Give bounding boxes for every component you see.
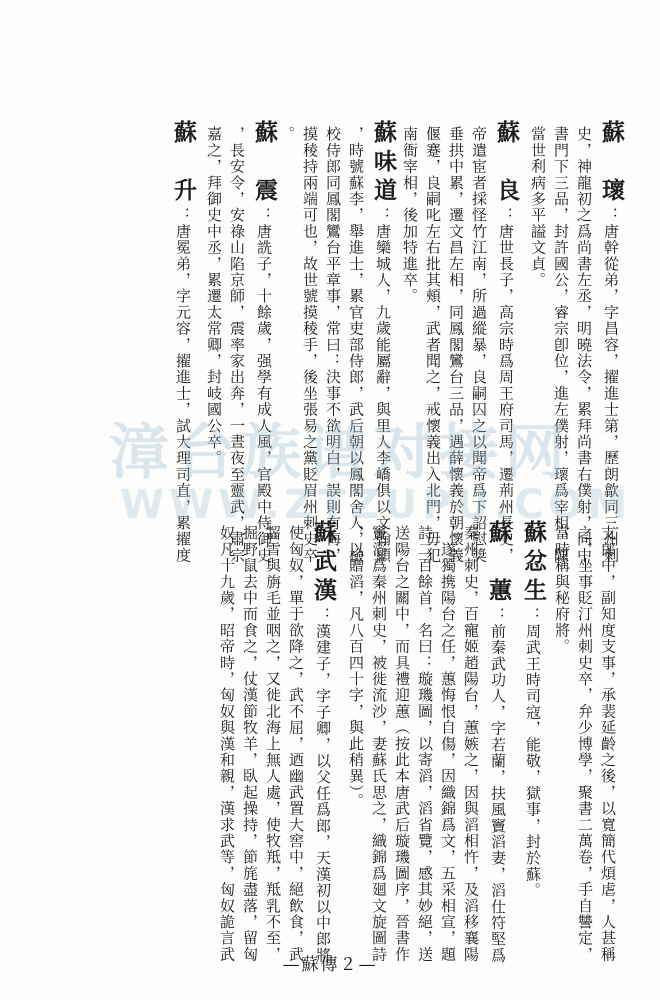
text-column: 蘇武漢：漢建子，字子卿，以父任爲郎，天漢初以中郎將 xyxy=(310,520,337,964)
text-column: ，遂獨携陽台之任，蕙悔恨自傷，因織錦爲文，五采相宣，題 xyxy=(439,525,457,963)
text-column: 當世利病多平謚文貞。 xyxy=(529,126,547,288)
text-column: 偃蹇，良嗣叱左右批其頰，武者聞之，戒懷義出入北門，毋犯 xyxy=(424,126,442,564)
text-column: 南衙宰相，後加特進卒。 xyxy=(401,126,419,305)
text-column: 竇滔爲秦州刺史，被徙流沙，妻蘇氏思之，織錦爲廻文旋圖詩 xyxy=(370,525,388,963)
text-column: 蘇 瓌：唐幹從弟，字昌容，擢進士第，歷朗歙同三州刺 xyxy=(598,120,625,564)
page-number: —蘇傳２— xyxy=(282,955,378,975)
text-column: 齧雪與旃毛並咽之，又徙北海上無人處，使牧羝，羝乳不至， xyxy=(264,525,282,963)
text-column: 書門下三品，封許國公，睿宗卽位，進左僕射，瓌爲宰相，陳 xyxy=(552,126,570,564)
text-column: 蘇 蕙：前秦武功人，字若蘭，扶風竇滔妻，滔仕符堅爲 xyxy=(485,520,512,964)
entry-heading: 蘇 升 xyxy=(170,120,197,207)
entry-heading: 蘇忿生 xyxy=(520,520,547,607)
watermark-brand: 漳台族谱对接网 xyxy=(109,418,571,488)
watermark-url: WWW.ZTZUPU.COM xyxy=(120,482,633,528)
text-column: 帝遣宦者採怪竹江南，所過縱暴，良嗣囚之以聞帝爲下詔慰獎 xyxy=(470,126,488,564)
text-column: 蘇 升：唐冕弟，字元容，擢進士，試大理司直，累擢度 xyxy=(170,120,197,564)
text-column: 當時稱與秘府將。 xyxy=(553,525,571,655)
text-column: 送陽台之關中，而具禮迎蕙（按此本唐武后璇璣圖序，晉書作 xyxy=(393,525,411,963)
text-column: 。 xyxy=(278,126,296,143)
text-column: 校侍郎同鳳閣鸞台平章事，常曰：決事不欲明白，誤則有悔， xyxy=(324,126,342,564)
text-column: 之，坐事貶汀州刺史卒，弁少博學，聚書二萬卷，手自讐定， xyxy=(576,525,594,963)
text-column: 蘇忿生：周武王時司寇，能敬，獄事，封於蘇。 xyxy=(520,520,547,899)
text-column: 蘇味道：唐欒城人，九歲能屬辭，與里人李嶠俱以文翰顯 xyxy=(370,120,397,564)
text-column: 蘇 良：唐世長子，高宗時爲周王府司馬，遷荊州長史， xyxy=(493,120,520,564)
text-column: ，長安令，安祿山陷京師，震率家出奔，一晝夜至靈武，肅宗 xyxy=(228,126,246,564)
text-column: 摸稜持兩端可也，故世號摸稜手，後坐張易之黨貶眉州刺史卒 xyxy=(301,126,319,564)
text-column: 蘇 震：唐詵子，十餘歲，强學有成人風，官殿中侍御史 xyxy=(251,120,278,564)
text-column: 垂拱中累，遷文昌左相，同鳳閣鸞台三品，遇薛懷義於朝懷義 xyxy=(447,126,465,564)
text-column: 使匈奴，單于欲降之，武不屈，迺幽武置大窖中，絕飲食，武 xyxy=(287,525,305,963)
entry-heading: 蘇 良 xyxy=(493,120,520,207)
text-column: 秦州刺史，百寵姬趙陽台，蕙嫉之，因與滔相忤，及滔移襄陽 xyxy=(462,525,480,963)
entry-heading: 蘇 蕙 xyxy=(485,520,512,607)
text-column: 史，神龍初之爲尚書左丞，明曉法令，累拜尚書右僕射，同中 xyxy=(575,126,593,564)
entry-heading: 蘇 瓌 xyxy=(598,120,625,207)
text-column: ，時號蘇李，舉進士，累官吏部侍郎，武后朝以鳳閣舍人，檢 xyxy=(347,126,365,564)
entry-heading: 蘇 震 xyxy=(251,120,278,207)
text-column: ，以贈滔，凡八百四十字，與此稍異）。 xyxy=(347,525,365,810)
text-column: 詩二百餘首，名曰：璇璣圖，以寄滔，滔省覽，感其妙絕，送 xyxy=(416,525,434,963)
entry-heading: 蘇味道 xyxy=(370,120,397,207)
entry-heading: 蘇武漢 xyxy=(310,520,337,607)
text-column: 掘野鼠去中而食之，仗漢節牧羊，臥起操持，節旄盡落，留匈 xyxy=(241,525,259,963)
text-column: 支郎中，副知度支事，承裴延齡之後，以寬簡代煩虐，人甚稱 xyxy=(599,525,617,963)
text-column: 嘉之，拜御史中丞，累遷太常卿，封岐國公卒。 xyxy=(205,126,223,467)
text-column: 奴凡十九歲，昭帝時，匈奴與漢和親，漢求武等，匈奴詭言武 xyxy=(218,525,236,963)
